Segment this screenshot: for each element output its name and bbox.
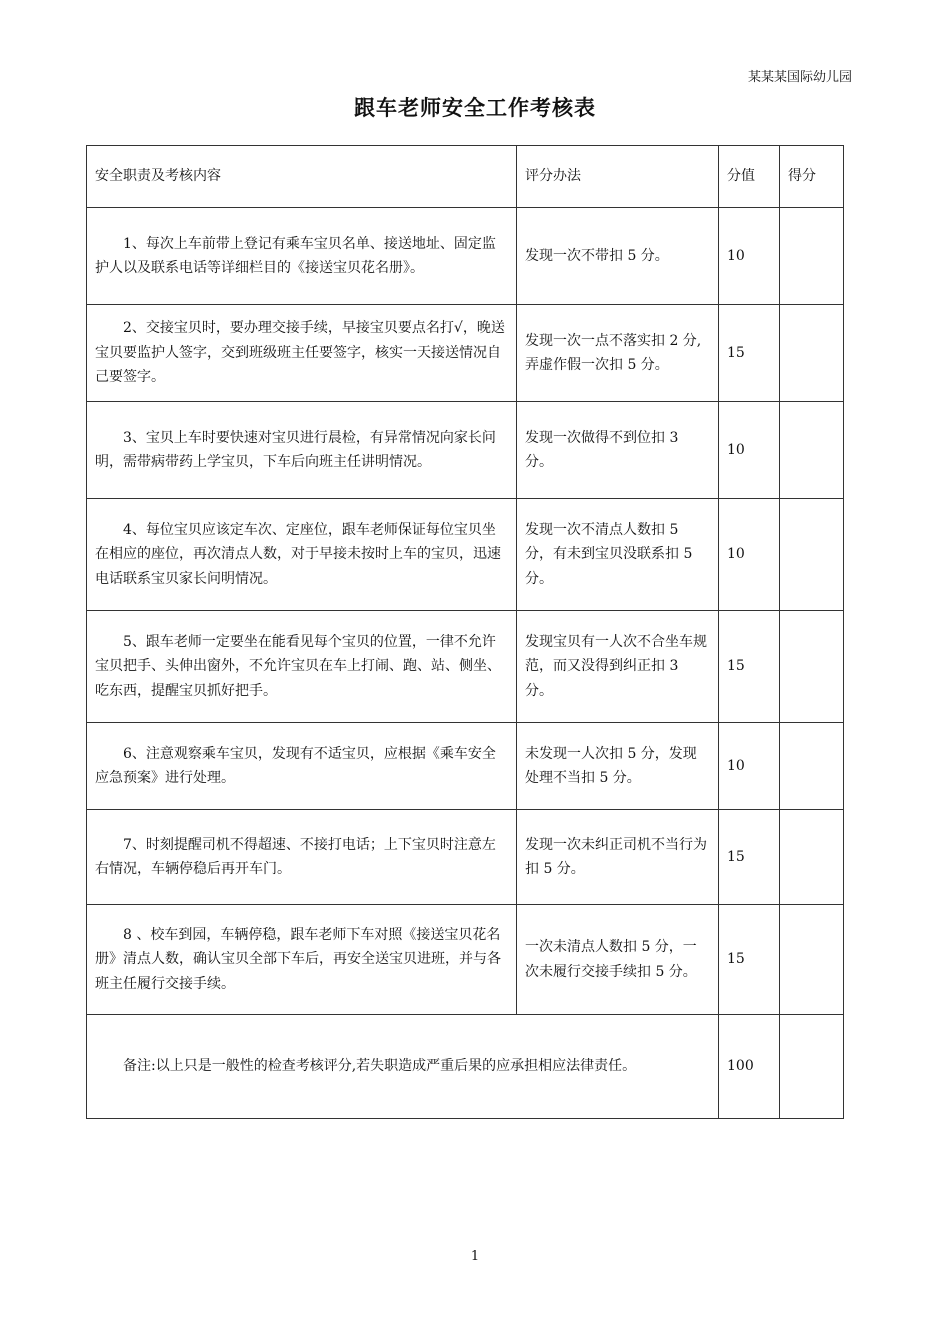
duty-cell: 8 、校车到园，车辆停稳，跟车老师下车对照《接送宝贝花名册》清点人数，确认宝贝全部下车后，再安全送宝贝进班，并与各班主任履行交接手续。: [87, 905, 517, 1015]
header-method: 评分办法: [517, 146, 719, 208]
method-cell: 发现宝贝有一人次不合坐车规范，而又没得到纠正扣 3 分。: [517, 611, 719, 723]
score-cell: [780, 499, 844, 611]
points-cell: 10: [719, 499, 780, 611]
score-cell: [780, 611, 844, 723]
table-row: [87, 499, 844, 611]
header-points: 分值: [719, 146, 780, 208]
organization-name: 某某某国际幼儿园: [747, 70, 852, 85]
points-cell: 15: [719, 305, 780, 402]
table-row: [87, 305, 844, 402]
method-cell: 发现一次不带扣 5 分。: [517, 208, 719, 305]
points-cell: 15: [719, 810, 780, 905]
table-row: [87, 611, 844, 723]
score-cell: [780, 402, 844, 499]
points-cell: 10: [719, 208, 780, 305]
duty-cell: 5、跟车老师一定要坐在能看见每个宝贝的位置，一律不允许宝贝把手、头伸出窗外，不允许宝贝在车上打闹、跑、站、侧坐、吃东西，提醒宝贝抓好把手。: [87, 611, 517, 723]
score-cell: [780, 208, 844, 305]
method-cell: 发现一次做得不到位扣 3 分。: [517, 402, 719, 499]
duty-cell: 6、注意观察乘车宝贝，发现有不适宝贝，应根据《乘车安全应急预案》进行处理。: [87, 723, 517, 810]
note-row: [87, 1015, 844, 1119]
score-cell: [780, 305, 844, 402]
table-header-row: [87, 146, 844, 208]
table-row: [87, 810, 844, 905]
points-cell: 10: [719, 402, 780, 499]
points-cell: 15: [719, 905, 780, 1015]
method-cell: 一次未清点人数扣 5 分，一次未履行交接手续扣 5 分。: [517, 905, 719, 1015]
note-cell: 备注:以上只是一般性的检查考核评分,若失职造成严重后果的应承担相应法律责任。: [87, 1015, 719, 1119]
method-cell: 发现一次未纠正司机不当行为扣 5 分。: [517, 810, 719, 905]
method-cell: 发现一次不清点人数扣 5 分，有未到宝贝没联系扣 5 分。: [517, 499, 719, 611]
duty-cell: 4、每位宝贝应该定车次、定座位，跟车老师保证每位宝贝坐在相应的座位，再次清点人数，对于早接未按时上车的宝贝，迅速电话联系宝贝家长问明情况。: [87, 499, 517, 611]
method-cell: 未发现一人次扣 5 分，发现处理不当扣 5 分。: [517, 723, 719, 810]
score-cell: [780, 905, 844, 1015]
duty-cell: 1、每次上车前带上登记有乘车宝贝名单、接送地址、固定监护人以及联系电话等详细栏目的《接送宝贝花名册》。: [87, 208, 517, 305]
score-cell: [780, 810, 844, 905]
points-cell: 15: [719, 611, 780, 723]
table-row: [87, 208, 844, 305]
header-score: 得分: [780, 146, 844, 208]
total-score-cell: [780, 1015, 844, 1119]
assessment-table: [86, 145, 844, 1119]
duty-cell: 2、交接宝贝时，要办理交接手续，早接宝贝要点名打√，晚送宝贝要监护人签字，交到班级班主任要签字，核实一天接送情况自己要签字。: [87, 305, 517, 402]
method-cell: 发现一次一点不落实扣 2 分,弄虚作假一次扣 5 分。: [517, 305, 719, 402]
header-duty: 安全职责及考核内容: [87, 146, 517, 208]
document-title: 跟车老师安全工作考核表: [354, 95, 596, 120]
total-points-cell: 100: [719, 1015, 780, 1119]
table-row: [87, 402, 844, 499]
duty-cell: 7、时刻提醒司机不得超速、不接打电话；上下宝贝时注意左右情况，车辆停稳后再开车门。: [87, 810, 517, 905]
points-cell: 10: [719, 723, 780, 810]
score-cell: [780, 723, 844, 810]
table-row: [87, 723, 844, 810]
duty-cell: 3、宝贝上车时要快速对宝贝进行晨检，有异常情况向家长问明，需带病带药上学宝贝，下车后向班主任讲明情况。: [87, 402, 517, 499]
table-row: [87, 905, 844, 1015]
page-number: 1: [470, 1249, 480, 1264]
